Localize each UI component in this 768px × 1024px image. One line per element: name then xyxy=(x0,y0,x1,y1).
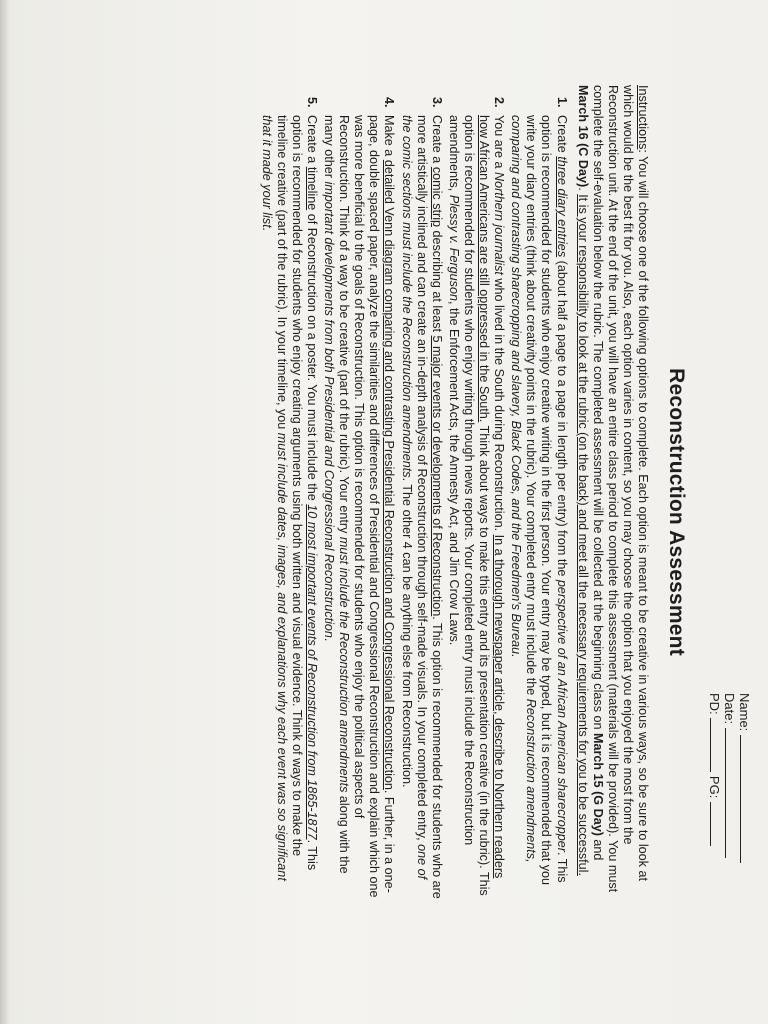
date-field xyxy=(722,693,737,873)
option-timeline xyxy=(259,111,319,900)
option-2-text: Think about ways to make this entry and its presentation creative (in the rubric). This option is recommended for students who enjoy writing through news reports. Your completed entry must include the Reconstruction amendments, xyxy=(446,115,492,896)
name-label: Name: xyxy=(737,693,752,732)
option-3-requirement: 5 major events or developments of Reconstruction xyxy=(429,335,444,617)
due-date-g-day: March 15 (G Day) xyxy=(590,733,605,836)
option-2-role: Northern journalist xyxy=(492,171,507,275)
option-4-text: along with the many other xyxy=(322,115,352,874)
option-3-text: Create a xyxy=(429,115,444,167)
option-4-amendments-requirement: must include the Reconstruction amendments xyxy=(337,536,352,793)
option-1-task: three diary entries xyxy=(554,156,569,258)
option-1-text: Create xyxy=(554,115,569,157)
option-1-text: . This option is recommended for students who enjoy creative writing in the first person. Your entry may be typed, but it is recommended that you write your diary entries (think about creativity points in the rubric). Your completed entry must include the xyxy=(524,115,569,886)
option-venn-diagram xyxy=(321,111,396,900)
option-4-text: . xyxy=(322,637,337,642)
option-3-text: describing at least xyxy=(429,227,444,336)
option-1-perspective: perspective of an African American sharecropper xyxy=(554,579,569,852)
student-info-fields xyxy=(707,693,752,873)
date-label: Date: xyxy=(722,693,737,725)
option-5-task: timeline xyxy=(305,166,320,211)
option-4-developments-requirement: important developments from both Presidential and Congressional Reconstruction xyxy=(322,181,337,638)
option-5-text: of Reconstruction on a poster. You must include the xyxy=(305,210,320,505)
option-2-text: , the Enforcement Acts, the Amnesty Act, and Jim Crow Laws. xyxy=(446,300,461,646)
option-2-task: In a thorough newspaper article, describe to Northern readers how African Americans are still oppressed in the South. xyxy=(477,115,507,879)
instructions-text-2: and xyxy=(590,835,605,861)
instructions-text-3: . xyxy=(575,187,590,195)
document-title: Reconstruction Assessment xyxy=(665,368,688,656)
name-blank-line xyxy=(740,735,752,863)
option-4-text: Make a xyxy=(382,115,397,160)
option-5-requirement: 10 most important events of Reconstruction from 1865-1877 xyxy=(305,504,320,840)
pg-label: PG: xyxy=(707,775,722,799)
option-3-text: . This option is recommended for students who are more artistically inclined and can create an in-depth analysis of Reconstruction through self-made visuals. In your completed entry, xyxy=(414,115,444,899)
option-4-task: detailed Venn diagram comparing and contrasting Presidential Reconstruction and Congressional Reconstruction xyxy=(382,159,397,790)
pg-blank-line xyxy=(710,802,722,846)
option-5-text: Create a xyxy=(305,115,320,167)
option-3-amendments-requirement: one of the comic sections must include the Reconstruction amendments xyxy=(399,115,429,880)
option-2-text: who lived in the South during Reconstruction. xyxy=(492,274,507,535)
option-4-text: . Further, in a one-page, double spaced paper, analyze the similarities and differences of Presidential and Congressional Reconstruction and explain which one was more beneficial to the goals of Reconstruction. This option is recommended for students who enjoy the political aspects of Reconstruction. Think of a way to be creative (part of the rubric). Your entry xyxy=(337,115,397,898)
option-comic-strip xyxy=(399,111,444,900)
pd-label: PD: xyxy=(707,693,722,715)
name-field xyxy=(737,693,752,873)
instructions-text-1: : You will choose one of the following options to complete. Each option is meant to be creative in various ways, so be sure to look at which would be the best fit for you. Also, each option varies in content, so you may choose the option that you enjoyed the most from the Reconstruction unit. At the end of the unit, you will have an entire class period to complete this assessment (materials will be provided). You must complete the self-evaluation below the rubric. The completed assessment will be collected at the beginning class on xyxy=(590,85,650,893)
option-newspaper-article xyxy=(446,111,506,900)
date-blank-line xyxy=(725,728,737,858)
option-1-requirements: Reconstruction amendments, comparing and contrasting sharecropping and slavery, Black Codes, and the Freedmen's Bureau. xyxy=(509,115,539,863)
option-1-text: (about half a page to a page in length per entry) from the xyxy=(554,257,569,580)
option-2-text: You are a xyxy=(492,115,507,172)
period-group-field xyxy=(707,693,722,873)
document-body xyxy=(257,85,650,900)
instructions-paragraph xyxy=(575,85,650,900)
option-diary-entries xyxy=(508,111,568,900)
pd-blank-line xyxy=(710,718,722,772)
options-list xyxy=(259,85,569,900)
option-3-text: . The other 4 can be anything else from Reconstruction. xyxy=(399,477,414,788)
option-3-task: comic strip xyxy=(429,166,444,227)
instructions-label: Instructions xyxy=(636,85,650,150)
option-5-content-requirement: must include dates, images, and explanations why each event was so significant that it made your list. xyxy=(259,115,289,881)
option-2-case-name: Plessy v. Ferguson xyxy=(446,194,461,301)
option-5-text: . This option is recommended for students who enjoy creating arguments using both written and visual evidence. Think of ways to make the timeline creative (part of the rubric). In your timeline, you xyxy=(274,115,320,871)
rubric-responsibility-note: It is your responsibility to look at the rubric (on the back) and meet all the necessary requirements for you to be successful. xyxy=(575,194,590,876)
due-date-c-day: March 16 (C Day) xyxy=(575,85,590,188)
